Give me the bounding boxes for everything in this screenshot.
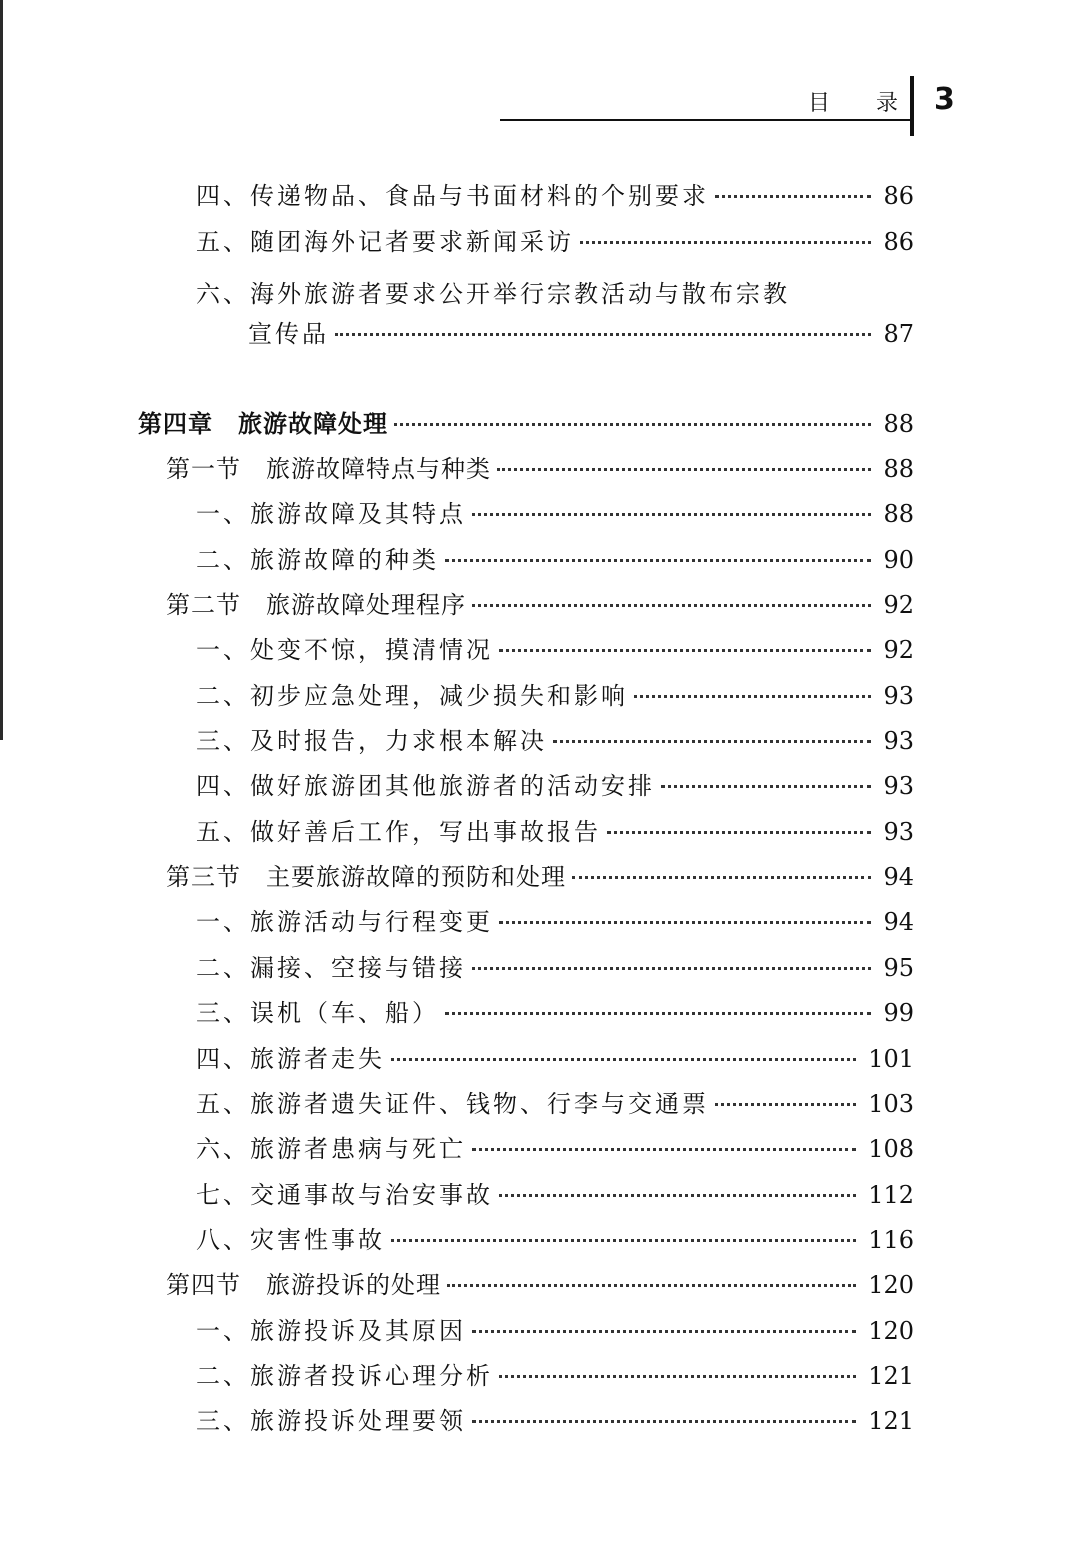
toc-page-number: 93: [883, 818, 914, 846]
toc-entry-title: 五、随团海外记者要求新闻采访: [196, 228, 574, 256]
toc-entry[interactable]: [196, 676, 914, 710]
toc-page-number: 121: [868, 1407, 914, 1435]
toc-entry[interactable]: [196, 494, 914, 528]
toc-entry-title: 一、处变不惊，摸清情况: [196, 636, 493, 664]
toc-entry-title: 第一节 旅游故障特点与种类: [166, 455, 491, 483]
toc-page-number: 93: [883, 682, 914, 710]
toc-entry-title: 第二节 旅游故障处理程序: [166, 591, 466, 619]
dot-leader: [715, 1103, 856, 1106]
dot-leader: [499, 1375, 856, 1378]
toc-entry[interactable]: [196, 1084, 914, 1118]
toc-chapter-entry[interactable]: [138, 404, 914, 438]
toc-entry-title: 三、旅游投诉处理要领: [196, 1407, 466, 1435]
header-rule: [500, 119, 912, 121]
dot-leader: [715, 195, 871, 198]
toc-entry[interactable]: [196, 993, 914, 1027]
dot-leader: [499, 921, 871, 924]
toc-page-number: 121: [868, 1362, 914, 1390]
dot-leader: [553, 740, 871, 743]
toc-page-number: 88: [883, 500, 914, 528]
toc-entry[interactable]: [196, 1356, 914, 1390]
toc-entry-title: 二、旅游者投诉心理分析: [196, 1362, 493, 1390]
dot-leader: [472, 1148, 856, 1151]
dot-leader: [661, 785, 871, 788]
dot-leader: [335, 333, 871, 336]
toc-entry[interactable]: [196, 1175, 914, 1209]
toc-entry-title: 六、海外旅游者要求公开举行宗教活动与散布宗教: [196, 280, 790, 308]
dot-leader: [445, 559, 871, 562]
toc-entry-title: 四、旅游者走失: [196, 1045, 385, 1073]
toc-page-number: 88: [883, 455, 914, 483]
dot-leader: [580, 241, 871, 244]
page-edge-shadow: [0, 0, 3, 740]
toc-entry[interactable]: [196, 766, 914, 800]
toc-page-number: 101: [868, 1045, 914, 1073]
toc-entry-title: 八、灾害性事故: [196, 1226, 385, 1254]
toc-entry[interactable]: [196, 902, 914, 936]
dot-leader: [391, 1239, 856, 1242]
toc-entry[interactable]: [196, 1129, 914, 1163]
toc-entry-title: 一、旅游故障及其特点: [196, 500, 466, 528]
dot-leader: [472, 967, 871, 970]
toc-page-number: 120: [868, 1317, 914, 1345]
toc-page-number: 90: [883, 546, 914, 574]
toc-entry[interactable]: [196, 721, 914, 755]
toc-section-entry[interactable]: [166, 585, 914, 619]
toc-page-number: 86: [883, 228, 914, 256]
toc-page-number: 88: [883, 410, 914, 438]
toc-entry[interactable]: [196, 176, 914, 210]
toc-entry-title: 三、误机（车、船）: [196, 999, 439, 1027]
toc-page-number: 93: [883, 727, 914, 755]
toc-entry[interactable]: [196, 540, 914, 574]
toc-entry-title: 二、初步应急处理，减少损失和影响: [196, 682, 628, 710]
toc-page-number: 99: [883, 999, 914, 1027]
toc-entry[interactable]: [248, 314, 914, 348]
toc-page-number: 86: [883, 182, 914, 210]
toc-page-number: 94: [883, 863, 914, 891]
header-vertical-bar: [910, 76, 914, 136]
toc-page-number: 92: [883, 591, 914, 619]
toc-entry-title: 五、做好善后工作，写出事故报告: [196, 818, 601, 846]
toc-entry-continuation: 宣传品: [248, 320, 329, 348]
toc-entry[interactable]: [196, 1401, 914, 1435]
toc-entry-title: 五、旅游者遗失证件、钱物、行李与交通票: [196, 1090, 709, 1118]
toc-section-entry[interactable]: [166, 1265, 914, 1299]
dot-leader: [634, 695, 871, 698]
toc-entry-title: 七、交通事故与治安事故: [196, 1181, 493, 1209]
toc-entry[interactable]: [196, 1311, 914, 1345]
toc-entry[interactable]: [196, 222, 914, 256]
toc-page-number: 103: [868, 1090, 914, 1118]
toc-page-number: 108: [868, 1135, 914, 1163]
toc-entry[interactable]: [196, 1220, 914, 1254]
dot-leader: [499, 1194, 856, 1197]
dot-leader: [447, 1284, 856, 1287]
toc-section-entry[interactable]: [166, 857, 914, 891]
toc-page-number: 95: [883, 954, 914, 982]
dot-leader: [499, 649, 871, 652]
toc-entry-title: 六、旅游者患病与死亡: [196, 1135, 466, 1163]
toc-entry-title: 四、传递物品、食品与书面材料的个别要求: [196, 182, 709, 210]
toc-entry[interactable]: [196, 948, 914, 982]
dot-leader: [445, 1012, 871, 1015]
dot-leader: [394, 423, 871, 426]
page-number: 3: [934, 82, 955, 117]
toc-entry-title: 一、旅游活动与行程变更: [196, 908, 493, 936]
toc-entry-title: 一、旅游投诉及其原因: [196, 1317, 466, 1345]
dot-leader: [472, 1330, 856, 1333]
dot-leader: [472, 513, 871, 516]
toc-page-number: 116: [868, 1226, 914, 1254]
dot-leader: [472, 1420, 856, 1423]
toc-entry-title: 第四章 旅游故障处理: [138, 409, 388, 438]
toc-page-number: 93: [883, 772, 914, 800]
toc-entry-title: 二、旅游故障的种类: [196, 546, 439, 574]
toc-entry-title: 二、漏接、空接与错接: [196, 954, 466, 982]
running-head-char-2: 录: [876, 91, 899, 116]
dot-leader: [497, 468, 871, 471]
toc-entry[interactable]: [196, 1039, 914, 1073]
toc-entry-title: 三、及时报告，力求根本解决: [196, 727, 547, 755]
toc-entry-title: 四、做好旅游团其他旅游者的活动安排: [196, 772, 655, 800]
toc-page-number: 87: [883, 320, 914, 348]
toc-page-number: 94: [883, 908, 914, 936]
toc-section-entry[interactable]: [166, 449, 914, 483]
dot-leader: [607, 831, 871, 834]
running-head-char-1: 目: [808, 91, 831, 116]
toc-entry-title: 第三节 主要旅游故障的预防和处理: [166, 863, 566, 891]
toc-page-number: 120: [868, 1271, 914, 1299]
toc-entry-title: 第四节 旅游投诉的处理: [166, 1271, 441, 1299]
dot-leader: [572, 876, 871, 879]
dot-leader: [391, 1058, 856, 1061]
toc-page-number: 112: [868, 1181, 914, 1209]
toc-page-number: 92: [883, 636, 914, 664]
dot-leader: [472, 604, 871, 607]
toc-entry[interactable]: [196, 812, 914, 846]
toc-entry[interactable]: [196, 630, 914, 664]
